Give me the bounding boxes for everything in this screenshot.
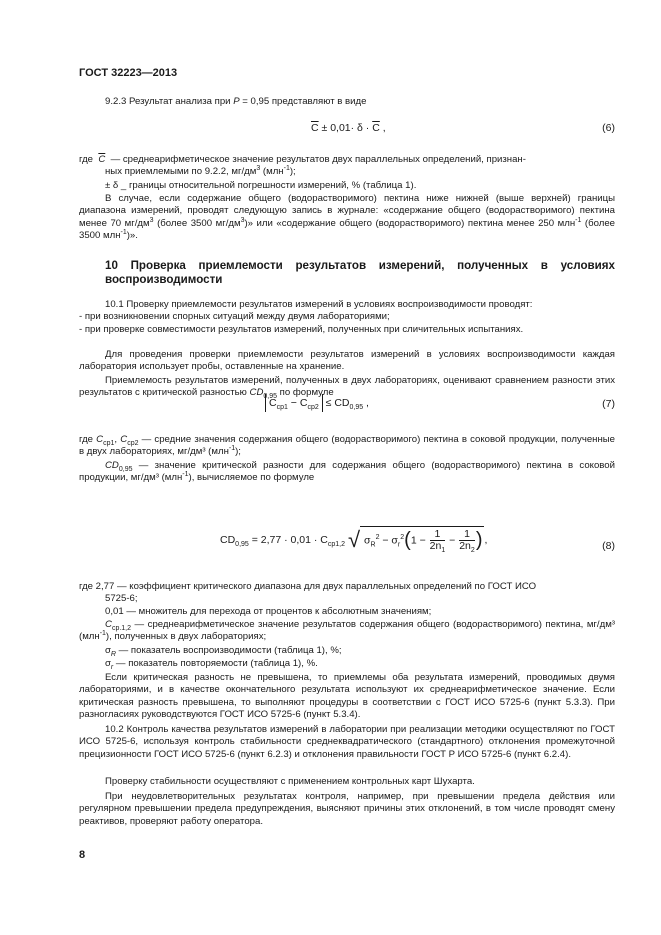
paragraph-each-lab: Для проведения проверки приемлемости результатов измерений в условиях воспроизводимости каждая лаборатория использует пробы, оставленные на хранение. (79, 349, 615, 373)
where-c-definition: где $\overline{C}$ — среднеарифметическое значение результатов двух параллельных определений, признан- ных приемлемыми по 9.2.2, $мг/дм^3$ (млн$^{-1}$); (79, 154, 526, 178)
where-2-77-definition: где 2,77 — коэффициент критического диапазона для двух параллельных определений по ГОСТ ИСО 5725-6; (79, 581, 537, 605)
formula-8-number: (8) (602, 540, 615, 552)
section-10-heading: 10 Проверка приемлемости результатов измерений, полученных в условиях воспроизводимости (105, 259, 615, 286)
where-cd-definition: $CD_{0,95}$ — значение критической разности для содержания общего (водорастворимого) пектина в соковой продукции, мг/дм³ (млн$^{-1}$), вычисляемое по формуле (79, 460, 615, 484)
paragraph-critical-difference: Если критическая разность не превышена, то приемлемы оба результата измерений, проводимых двумя лабораториями, и в качестве окончательного результата используют их среднеарифметическое значение. Если критическая разность превышена, то выполняют процедуры в соответствии с ГОСТ ИСО 5725-6 (пункт 5.3.3). При разногласиях руководствуются ГОСТ ИСО 5725-6 (пункт 5.3.4). (79, 672, 615, 721)
bullet-disputes: - при возникновении спорных ситуаций между двумя лабораториями; (79, 311, 390, 322)
where-c-sr12-definition: $C_{ср.1,2}$ — среднеарифметическое значение результатов содержания общего (водорастворимого) пектина, мг/дм³ (млн$^{-1}$), полученных в двух лабораториях; (79, 619, 615, 643)
paragraph-10-2: 10.2 Контроль качества результатов измерений в лаборатории при реализации методики осуществляют по ГОСТ ИСО 5725-6, используя контроль стабильности среднеквадратического (стандартного) отклонения промежуточной прецизионности ГОСТ ИСО 5725-6 (пункт 6.2.3) и отклонения правильности ГОСТ Р ИСО 5725-6 (пункт 6.2.4). (79, 724, 615, 760)
formula-6-number: (6) (602, 122, 615, 134)
section-9-2-3-text: 9.2.3 Результат анализа при P = 0,95 представляют в виде (105, 96, 367, 107)
bullet-compatibility: - при проверке совместимости результатов измерений, полученных при сличительных испытаниях. (79, 324, 524, 335)
where-delta-definition: ± δ _ границы относительной погрешности измерений, % (таблица 1). (105, 180, 417, 191)
where-sigma-r-big: $\sigma_R$ — показатель воспроизводимости (таблица 1), %; (105, 645, 342, 658)
where-0-01-definition: 0,01 — множитель для перехода от процентов к абсолютным значениям; (105, 606, 432, 617)
page-number: 8 (79, 849, 86, 861)
paragraph-shewhart: Проверку стабильности осуществляют с применением контрольных карт Шухарта. (105, 776, 475, 787)
document-header: ГОСТ 32223—2013 (79, 67, 178, 79)
paragraph-unsatisfactory: При неудовлетворительных результатах контроля, например, при превышении предела действия или регулярном превышении предела предупреждения, выясняют причины этих отклонений, в том числе проводят смену реактивов, проверяют работу оператора. (79, 791, 615, 827)
where-sigma-r-small: $\sigma_r$ — показатель повторяемости (таблица 1), %. (105, 658, 318, 671)
formula-7: $C_{ср1} - C_{ср2} \le CD_{0,95}$ , (265, 397, 369, 409)
where-c-sr-definition: где $C_{ср1}$, $C_{ср2}$ — средние значения содержания общего (водорастворимого) пектина в соковой продукции, полученные в двух лабораториях, мг/дм³ (млн$^{-1}$); (79, 434, 615, 458)
paragraph-below-range: В случае, если содержание общего (водорастворимого) пектина ниже нижней (выше верхней) границы диапазона измерений, проводят следующую запись в журнале: «содержание общего (водорастворимого) пектина менее 70 $мг/дм^3$ (более 3500 $мг/дм^3$)» или «содержание общего (водорастворимого) пектина менее 250 млн$^{-1}$ (более 3500 млн$^{-1}$)». (79, 193, 616, 242)
paragraph-acceptability: Приемлемость результатов измерений, полученных в двух лабораториях, оценивают сравнением разности этих результатов с критической разностью $CD_{0,95}$ по формуле (79, 375, 615, 401)
formula-6: $\overline{C} \pm 0,01\cdot \delta \cdot \overline{C}$ , (311, 122, 386, 134)
formula-8: $CD_{0,95} = 2,77 \cdot 0,01 \cdot C_{ср1,2}$ √ $\sigma_R^2 - \sigma_r^2(1$ − $\frac{1}{2n_1}$ − $\frac{1}{2n_2}$ ) , (220, 527, 488, 555)
formula-7-number: (7) (602, 398, 615, 410)
paragraph-10-1: 10.1 Проверку приемлемости результатов измерений в условиях воспроизводимости проводят: (105, 299, 533, 310)
